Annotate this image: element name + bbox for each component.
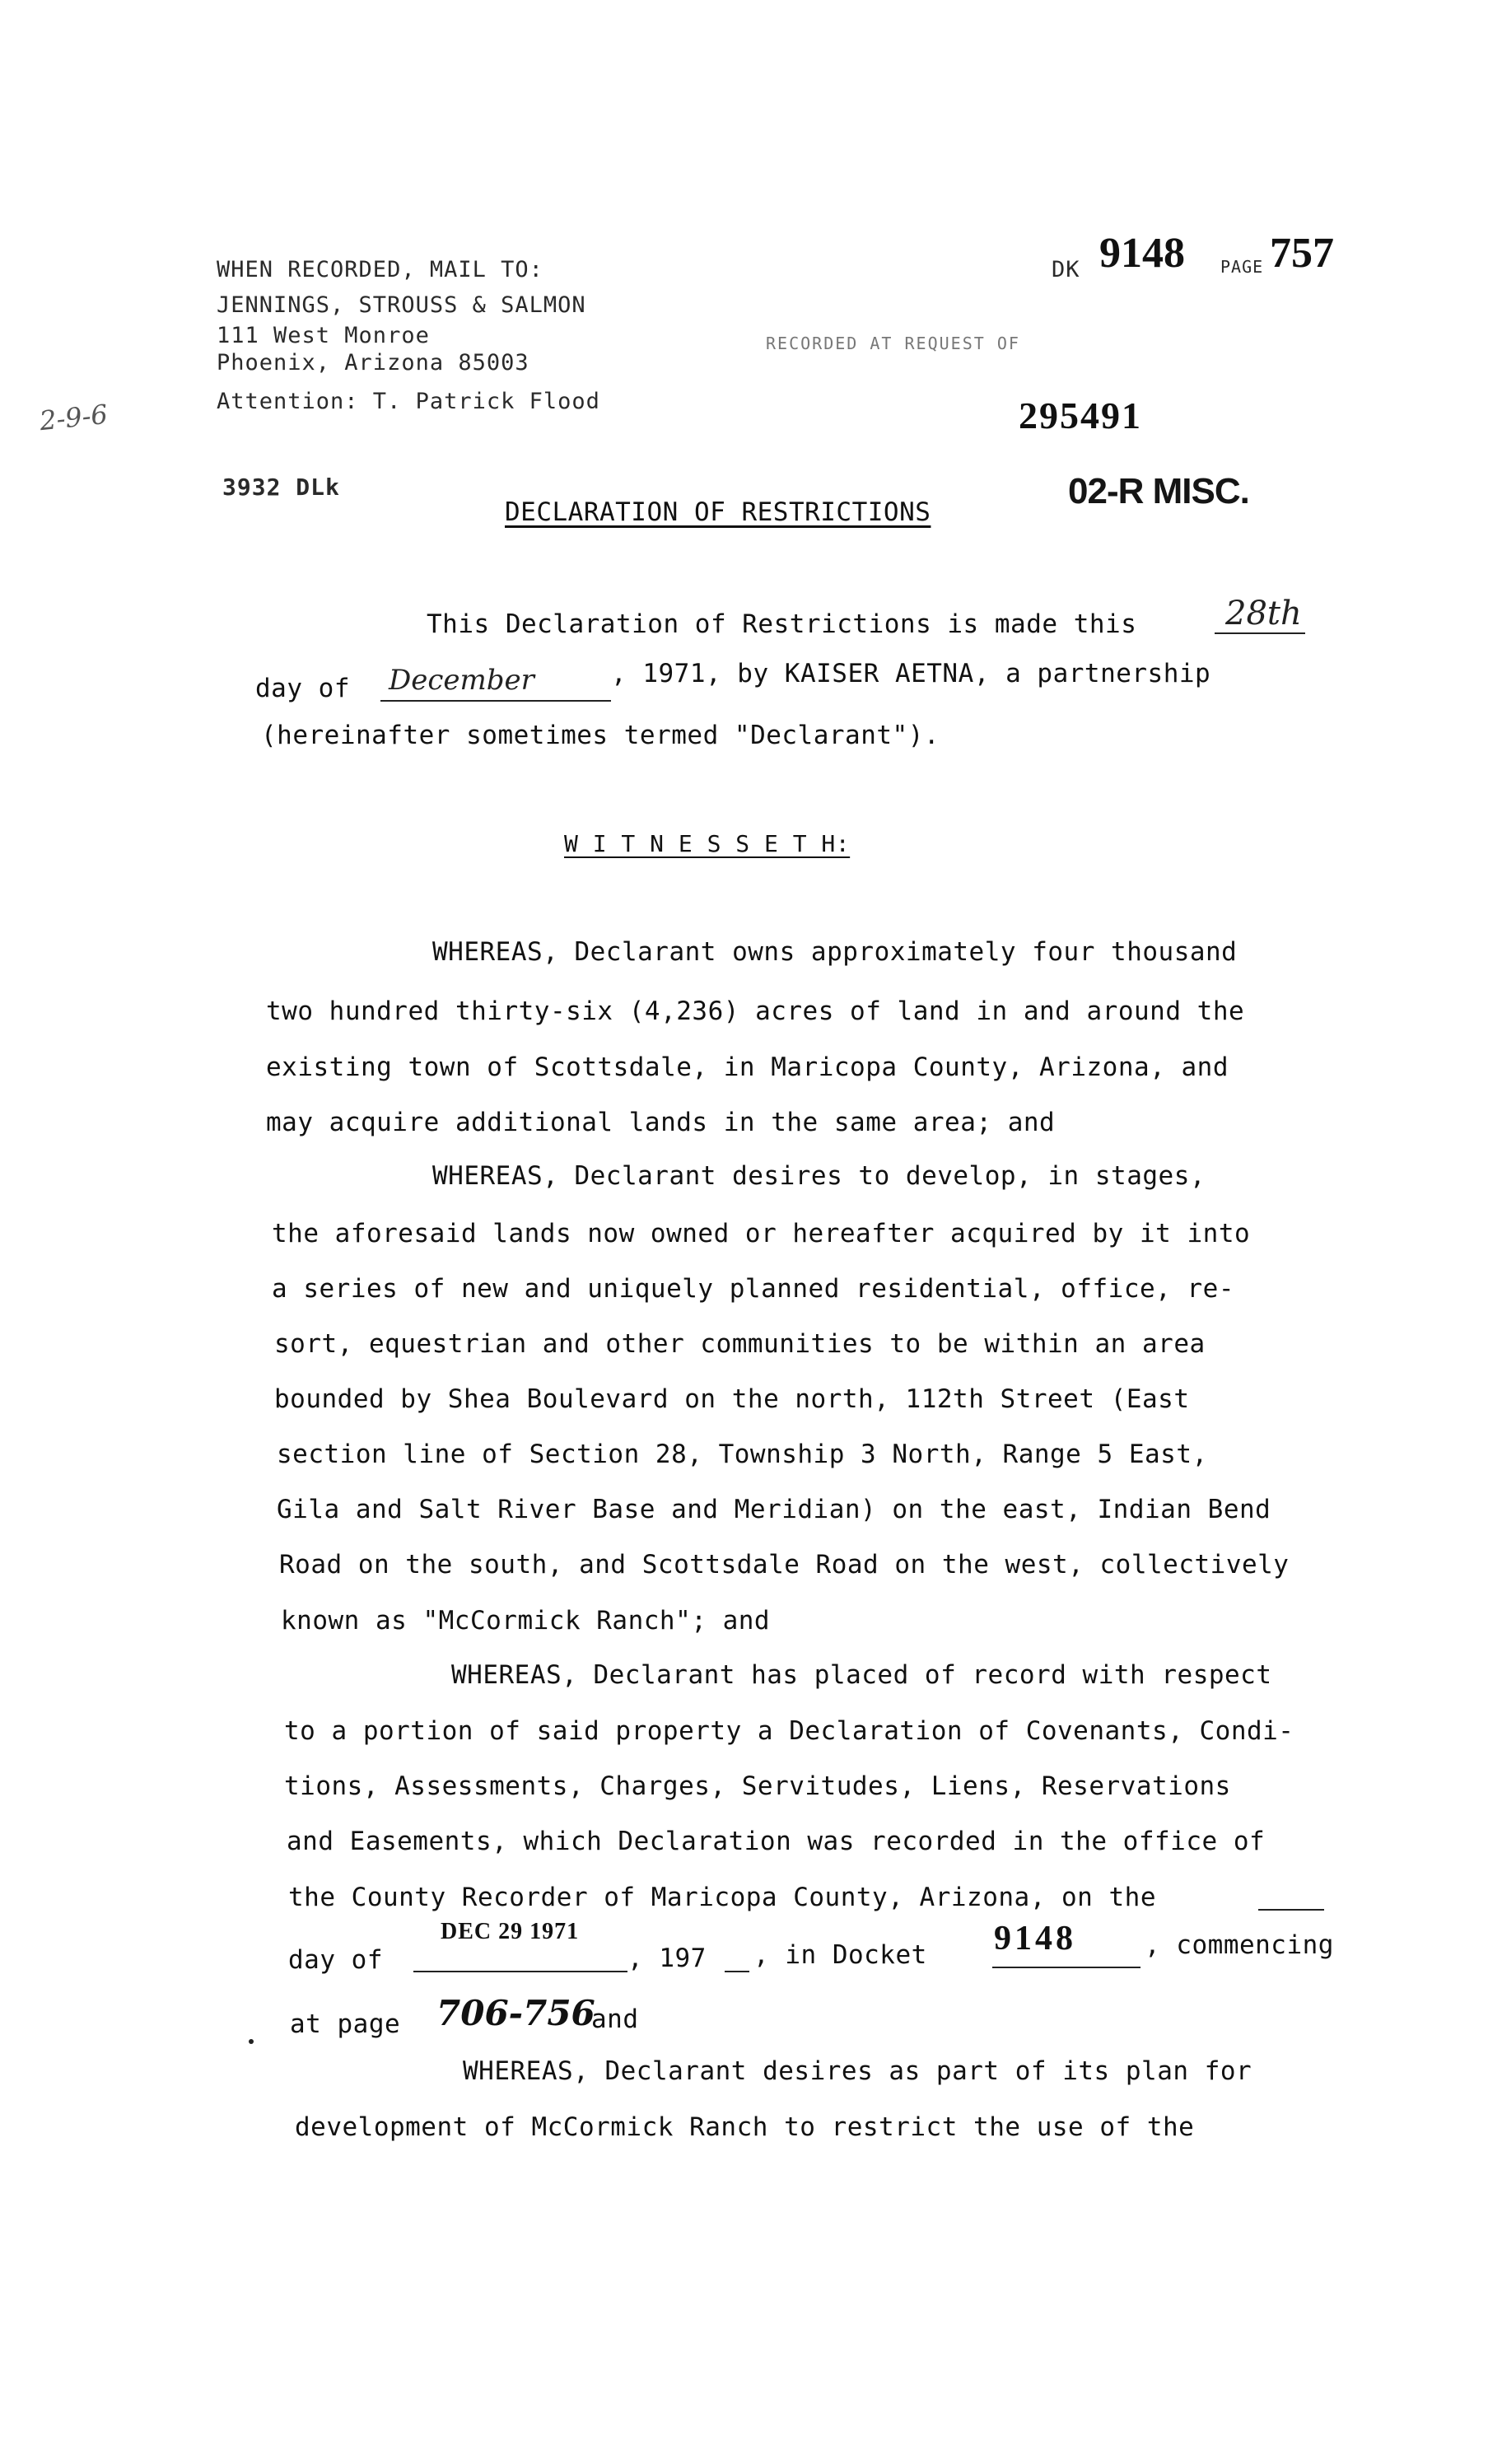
- date-stamp: DEC 29 1971: [441, 1919, 580, 1944]
- body-line: to a portion of said property a Declaration of Covenants, Condi-: [284, 1716, 1294, 1746]
- docket-fill: 9148: [994, 1920, 1076, 1958]
- day-blank-line: [1215, 632, 1305, 634]
- attention-line: Attention: T. Patrick Flood: [217, 389, 600, 414]
- month-blank-line: [380, 700, 611, 702]
- body-line: sort, equestrian and other communities to be within an area: [274, 1329, 1206, 1359]
- margin-mark: 2-9-6: [38, 398, 110, 437]
- body-line: WHEREAS, Declarant desires to develop, in stages,: [432, 1161, 1206, 1191]
- firm-street: 111 West Monroe: [217, 323, 430, 348]
- docket-number: 9148: [1099, 230, 1185, 277]
- body-line: WHEREAS, Declarant owns approximately four thousand: [432, 937, 1238, 967]
- body-line: bounded by Shea Boulevard on the north, 112th Street (East: [274, 1384, 1190, 1414]
- body-line: tions, Assessments, Charges, Servitudes, Liens, Reservations: [284, 1771, 1231, 1801]
- page-label: PAGE: [1220, 257, 1264, 277]
- month-blank-line: [413, 1971, 627, 1972]
- body-line: section line of Section 28, Township 3 North, Range 5 East,: [277, 1440, 1208, 1469]
- recorded-stamp: RECORDED AT REQUEST OF: [766, 334, 1020, 353]
- body-line: , 197: [627, 1944, 707, 1973]
- body-line: WHEREAS, Declarant has placed of record with respect: [451, 1660, 1272, 1690]
- file-code: 3932 DLk: [222, 474, 340, 501]
- body-line: at page: [290, 2009, 401, 2039]
- body-line: and Easements, which Declaration was recorded in the office of: [287, 1827, 1266, 1856]
- intro-line-2: day of: [255, 674, 350, 703]
- body-line: Road on the south, and Scottsdale Road on the west, collectively: [279, 1550, 1290, 1580]
- stray-mark: [249, 2039, 254, 2044]
- intro-line-1: This Declaration of Restrictions is made this: [427, 609, 1137, 639]
- body-line: , in Docket: [753, 1940, 927, 1970]
- body-line: a series of new and uniquely planned residential, office, re-: [272, 1274, 1234, 1304]
- instrument-number: 295491: [1019, 394, 1142, 436]
- day-blank-line: [1258, 1909, 1324, 1911]
- body-line: development of McCormick Ranch to restrict the use of the: [295, 2112, 1195, 2142]
- document-title: DECLARATION OF RESTRICTIONS: [505, 497, 931, 527]
- body-line: , commencing: [1145, 1930, 1334, 1960]
- witnesseth-heading: W I T N E S S E T H:: [564, 830, 851, 857]
- body-line: the aforesaid lands now owned or hereafter acquired by it into: [272, 1219, 1251, 1248]
- body-line: Gila and Salt River Base and Meridian) on the east, Indian Bend: [277, 1495, 1271, 1524]
- body-line: two hundred thirty-six (4,236) acres of land in and around the: [266, 996, 1245, 1026]
- intro-line-3: , 1971, by KAISER AETNA, a partnership: [611, 659, 1211, 688]
- body-line: day of: [288, 1945, 383, 1975]
- page-fill: 706-756: [436, 1993, 595, 2033]
- page-number: 757: [1270, 230, 1334, 277]
- firm-name: JENNINGS, STROUSS & SALMON: [217, 292, 586, 318]
- misc-code: 02-R MISC.: [1068, 471, 1249, 511]
- intro-line-4: (hereinafter sometimes termed "Declarant").: [261, 721, 940, 750]
- body-line: the County Recorder of Maricopa County, Arizona, on the: [288, 1883, 1156, 1912]
- day-handwritten: 28th: [1225, 595, 1302, 632]
- body-line: may acquire additional lands in the same area; and: [266, 1108, 1056, 1137]
- docket-blank-line: [992, 1967, 1140, 1968]
- docket-prefix: DK: [1052, 257, 1080, 282]
- mail-to-label: WHEN RECORDED, MAIL TO:: [217, 257, 543, 282]
- firm-city: Phoenix, Arizona 85003: [217, 350, 529, 376]
- month-handwritten: December: [389, 664, 534, 697]
- body-line: known as "McCormick Ranch"; and: [281, 1606, 771, 1636]
- year-blank-line: [725, 1971, 749, 1972]
- body-line: existing town of Scottsdale, in Maricopa County, Arizona, and: [266, 1052, 1229, 1082]
- body-line: WHEREAS, Declarant desires as part of its plan for: [463, 2056, 1252, 2086]
- body-line: and: [591, 2004, 639, 2034]
